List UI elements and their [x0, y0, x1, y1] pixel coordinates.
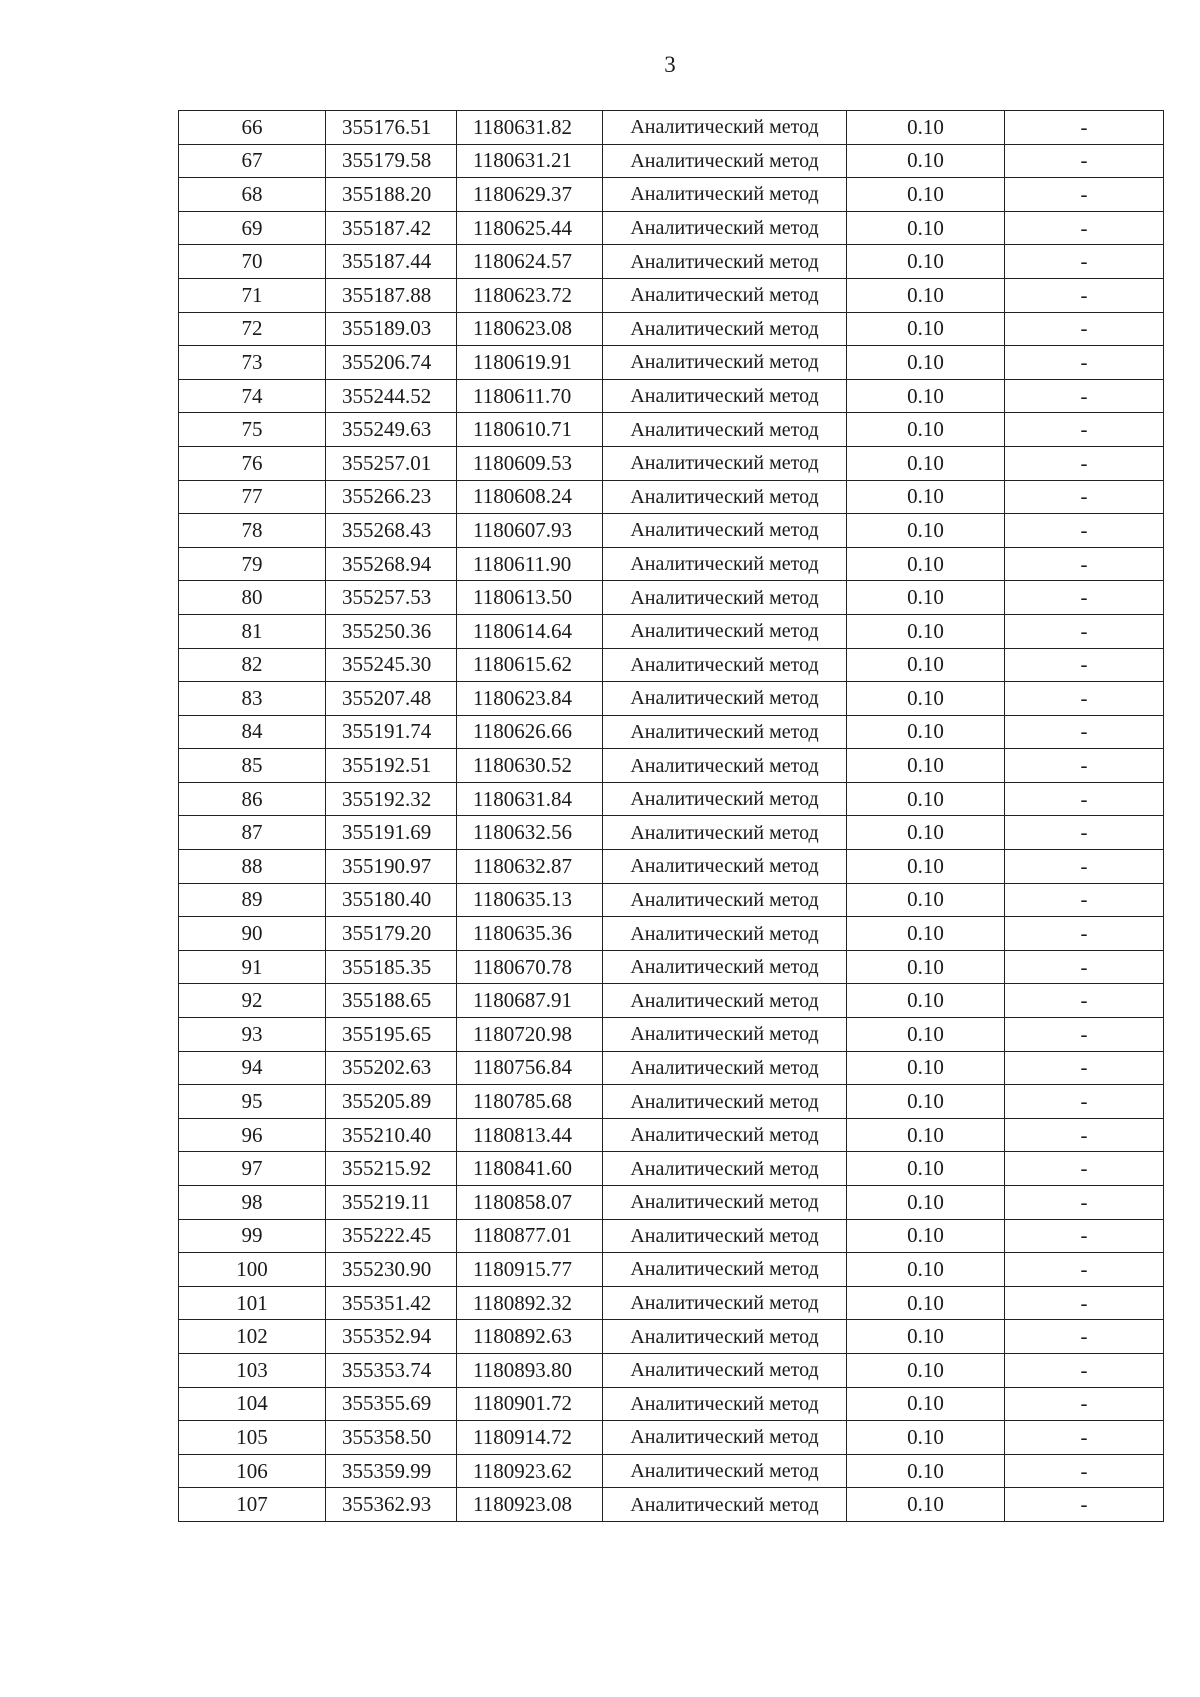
cell-method: Аналитический метод [603, 446, 847, 480]
cell-accuracy: 0.10 [847, 816, 1005, 850]
cell-x-val: 355230.90 [326, 1253, 457, 1287]
cell-note: - [1005, 614, 1164, 648]
cell-y-val: 1180877.01 [457, 1219, 603, 1253]
cell-note: - [1005, 178, 1164, 212]
cell-y-val: 1180607.93 [457, 514, 603, 548]
cell-y-val: 1180901.72 [457, 1387, 603, 1421]
cell-point-number: 76 [179, 446, 326, 480]
table-row [179, 648, 1164, 682]
cell-note: - [1005, 346, 1164, 380]
table-row [179, 178, 1164, 212]
cell-x-val: 355192.51 [326, 749, 457, 783]
cell-note: - [1005, 547, 1164, 581]
cell-y-val: 1180841.60 [457, 1152, 603, 1186]
cell-y-val: 1180720.98 [457, 1018, 603, 1052]
cell-x-val: 355188.65 [326, 984, 457, 1018]
page-number: 3 [664, 52, 676, 77]
cell-y-val: 1180614.64 [457, 614, 603, 648]
cell-point-number: 85 [179, 749, 326, 783]
cell-accuracy: 0.10 [847, 1152, 1005, 1186]
cell-y-val: 1180623.08 [457, 312, 603, 346]
cell-x-val: 355187.88 [326, 278, 457, 312]
cell-point-number: 93 [179, 1018, 326, 1052]
cell-point-number: 95 [179, 1085, 326, 1119]
cell-point-number: 66 [179, 111, 326, 145]
cell-accuracy: 0.10 [847, 178, 1005, 212]
cell-y-val: 1180609.53 [457, 446, 603, 480]
table-row [179, 144, 1164, 178]
cell-note: - [1005, 413, 1164, 447]
cell-note: - [1005, 816, 1164, 850]
table-row [179, 782, 1164, 816]
cell-x-val: 355176.51 [326, 111, 457, 145]
table-row [179, 1018, 1164, 1052]
table-row [179, 346, 1164, 380]
cell-method: Аналитический метод [603, 211, 847, 245]
cell-x-val: 355206.74 [326, 346, 457, 380]
cell-x-val: 355202.63 [326, 1051, 457, 1085]
cell-x-val: 355191.69 [326, 816, 457, 850]
table-row [179, 816, 1164, 850]
cell-note: - [1005, 480, 1164, 514]
cell-note: - [1005, 1286, 1164, 1320]
cell-y-val: 1180635.36 [457, 917, 603, 951]
cell-note: - [1005, 883, 1164, 917]
table-row [179, 312, 1164, 346]
cell-y-val: 1180687.91 [457, 984, 603, 1018]
cell-point-number: 96 [179, 1118, 326, 1152]
cell-accuracy: 0.10 [847, 715, 1005, 749]
table-row [179, 547, 1164, 581]
table-row [179, 1253, 1164, 1287]
cell-method: Аналитический метод [603, 1387, 847, 1421]
cell-note: - [1005, 1488, 1164, 1522]
cell-accuracy: 0.10 [847, 1219, 1005, 1253]
cell-point-number: 98 [179, 1186, 326, 1220]
cell-point-number: 87 [179, 816, 326, 850]
cell-point-number: 105 [179, 1421, 326, 1455]
cell-x-val: 355358.50 [326, 1421, 457, 1455]
cell-method: Аналитический метод [603, 1488, 847, 1522]
cell-point-number: 74 [179, 379, 326, 413]
cell-point-number: 101 [179, 1286, 326, 1320]
cell-x-val: 355362.93 [326, 1488, 457, 1522]
cell-method: Аналитический метод [603, 816, 847, 850]
table-row [179, 1186, 1164, 1220]
cell-note: - [1005, 1186, 1164, 1220]
cell-method: Аналитический метод [603, 1320, 847, 1354]
cell-point-number: 79 [179, 547, 326, 581]
cell-point-number: 104 [179, 1387, 326, 1421]
cell-x-val: 355192.32 [326, 782, 457, 816]
cell-x-val: 355191.74 [326, 715, 457, 749]
cell-note: - [1005, 1118, 1164, 1152]
cell-note: - [1005, 648, 1164, 682]
cell-accuracy: 0.10 [847, 1085, 1005, 1119]
cell-y-val: 1180632.56 [457, 816, 603, 850]
cell-note: - [1005, 1320, 1164, 1354]
cell-note: - [1005, 446, 1164, 480]
table-row [179, 950, 1164, 984]
cell-point-number: 86 [179, 782, 326, 816]
table-row [179, 111, 1164, 145]
cell-accuracy: 0.10 [847, 1118, 1005, 1152]
table-row [179, 1286, 1164, 1320]
cell-accuracy: 0.10 [847, 1253, 1005, 1287]
cell-y-val: 1180623.84 [457, 682, 603, 716]
cell-point-number: 67 [179, 144, 326, 178]
table-row [179, 581, 1164, 615]
cell-note: - [1005, 1051, 1164, 1085]
table-row [179, 917, 1164, 951]
cell-x-val: 355244.52 [326, 379, 457, 413]
cell-y-val: 1180615.62 [457, 648, 603, 682]
table-row [179, 514, 1164, 548]
table-row [179, 1454, 1164, 1488]
cell-method: Аналитический метод [603, 547, 847, 581]
table-row [179, 883, 1164, 917]
cell-y-val: 1180630.52 [457, 749, 603, 783]
cell-x-val: 355351.42 [326, 1286, 457, 1320]
cell-method: Аналитический метод [603, 480, 847, 514]
table-row [179, 278, 1164, 312]
cell-accuracy: 0.10 [847, 211, 1005, 245]
cell-method: Аналитический метод [603, 850, 847, 884]
cell-point-number: 84 [179, 715, 326, 749]
cell-y-val: 1180892.63 [457, 1320, 603, 1354]
cell-method: Аналитический метод [603, 1219, 847, 1253]
table-row [179, 245, 1164, 279]
cell-note: - [1005, 715, 1164, 749]
cell-point-number: 107 [179, 1488, 326, 1522]
cell-note: - [1005, 312, 1164, 346]
table-body [179, 111, 1164, 1522]
table-row [179, 1488, 1164, 1522]
cell-accuracy: 0.10 [847, 413, 1005, 447]
cell-accuracy: 0.10 [847, 379, 1005, 413]
cell-x-val: 355245.30 [326, 648, 457, 682]
cell-note: - [1005, 1353, 1164, 1387]
cell-y-val: 1180626.66 [457, 715, 603, 749]
cell-point-number: 82 [179, 648, 326, 682]
cell-note: - [1005, 1387, 1164, 1421]
cell-method: Аналитический метод [603, 682, 847, 716]
cell-y-val: 1180632.87 [457, 850, 603, 884]
cell-note: - [1005, 278, 1164, 312]
cell-y-val: 1180610.71 [457, 413, 603, 447]
cell-method: Аналитический метод [603, 715, 847, 749]
cell-y-val: 1180629.37 [457, 178, 603, 212]
cell-method: Аналитический метод [603, 278, 847, 312]
cell-note: - [1005, 984, 1164, 1018]
cell-y-val: 1180892.32 [457, 1286, 603, 1320]
cell-note: - [1005, 917, 1164, 951]
cell-x-val: 355355.69 [326, 1387, 457, 1421]
cell-point-number: 100 [179, 1253, 326, 1287]
cell-x-val: 355268.94 [326, 547, 457, 581]
cell-point-number: 97 [179, 1152, 326, 1186]
table-row [179, 1051, 1164, 1085]
cell-accuracy: 0.10 [847, 749, 1005, 783]
table-row [179, 1219, 1164, 1253]
cell-method: Аналитический метод [603, 1118, 847, 1152]
cell-note: - [1005, 1152, 1164, 1186]
cell-point-number: 71 [179, 278, 326, 312]
cell-point-number: 68 [179, 178, 326, 212]
cell-accuracy: 0.10 [847, 480, 1005, 514]
cell-accuracy: 0.10 [847, 514, 1005, 548]
cell-y-val: 1180619.91 [457, 346, 603, 380]
cell-accuracy: 0.10 [847, 245, 1005, 279]
table-row [179, 850, 1164, 884]
cell-x-val: 355352.94 [326, 1320, 457, 1354]
table-row [179, 1421, 1164, 1455]
cell-method: Аналитический метод [603, 1018, 847, 1052]
cell-point-number: 83 [179, 682, 326, 716]
cell-point-number: 92 [179, 984, 326, 1018]
cell-method: Аналитический метод [603, 413, 847, 447]
cell-note: - [1005, 1454, 1164, 1488]
cell-y-val: 1180923.08 [457, 1488, 603, 1522]
cell-point-number: 106 [179, 1454, 326, 1488]
cell-x-val: 355210.40 [326, 1118, 457, 1152]
cell-method: Аналитический метод [603, 1253, 847, 1287]
cell-note: - [1005, 682, 1164, 716]
cell-x-val: 355205.89 [326, 1085, 457, 1119]
cell-accuracy: 0.10 [847, 1320, 1005, 1354]
cell-accuracy: 0.10 [847, 1454, 1005, 1488]
cell-note: - [1005, 211, 1164, 245]
cell-y-val: 1180893.80 [457, 1353, 603, 1387]
cell-accuracy: 0.10 [847, 144, 1005, 178]
table-row [179, 614, 1164, 648]
cell-x-val: 355268.43 [326, 514, 457, 548]
cell-x-val: 355222.45 [326, 1219, 457, 1253]
cell-method: Аналитический метод [603, 1186, 847, 1220]
cell-accuracy: 0.10 [847, 883, 1005, 917]
table-row [179, 749, 1164, 783]
cell-x-val: 355266.23 [326, 480, 457, 514]
cell-y-val: 1180785.68 [457, 1085, 603, 1119]
cell-point-number: 81 [179, 614, 326, 648]
cell-y-val: 1180670.78 [457, 950, 603, 984]
cell-method: Аналитический метод [603, 1051, 847, 1085]
cell-point-number: 73 [179, 346, 326, 380]
cell-note: - [1005, 749, 1164, 783]
cell-method: Аналитический метод [603, 245, 847, 279]
cell-method: Аналитический метод [603, 1454, 847, 1488]
cell-point-number: 75 [179, 413, 326, 447]
cell-method: Аналитический метод [603, 514, 847, 548]
cell-point-number: 90 [179, 917, 326, 951]
cell-accuracy: 0.10 [847, 1488, 1005, 1522]
cell-accuracy: 0.10 [847, 1286, 1005, 1320]
cell-accuracy: 0.10 [847, 1018, 1005, 1052]
cell-x-val: 355219.11 [326, 1186, 457, 1220]
cell-y-val: 1180631.82 [457, 111, 603, 145]
cell-method: Аналитический метод [603, 1421, 847, 1455]
table-row [179, 1118, 1164, 1152]
table-row [179, 413, 1164, 447]
cell-method: Аналитический метод [603, 581, 847, 615]
cell-y-val: 1180625.44 [457, 211, 603, 245]
cell-accuracy: 0.10 [847, 917, 1005, 951]
cell-method: Аналитический метод [603, 178, 847, 212]
cell-y-val: 1180631.84 [457, 782, 603, 816]
cell-x-val: 355179.58 [326, 144, 457, 178]
cell-note: - [1005, 1018, 1164, 1052]
cell-method: Аналитический метод [603, 312, 847, 346]
cell-y-val: 1180914.72 [457, 1421, 603, 1455]
cell-accuracy: 0.10 [847, 547, 1005, 581]
cell-accuracy: 0.10 [847, 312, 1005, 346]
cell-x-val: 355190.97 [326, 850, 457, 884]
cell-note: - [1005, 379, 1164, 413]
cell-point-number: 89 [179, 883, 326, 917]
cell-y-val: 1180624.57 [457, 245, 603, 279]
cell-x-val: 355189.03 [326, 312, 457, 346]
cell-x-val: 355187.42 [326, 211, 457, 245]
cell-accuracy: 0.10 [847, 614, 1005, 648]
coordinates-table [178, 110, 1164, 1522]
table-row [179, 715, 1164, 749]
cell-y-val: 1180631.21 [457, 144, 603, 178]
cell-point-number: 102 [179, 1320, 326, 1354]
cell-y-val: 1180635.13 [457, 883, 603, 917]
cell-method: Аналитический метод [603, 614, 847, 648]
cell-x-val: 355207.48 [326, 682, 457, 716]
cell-note: - [1005, 111, 1164, 145]
cell-x-val: 355359.99 [326, 1454, 457, 1488]
cell-accuracy: 0.10 [847, 446, 1005, 480]
cell-method: Аналитический метод [603, 144, 847, 178]
cell-x-val: 355188.20 [326, 178, 457, 212]
table-row [179, 1353, 1164, 1387]
cell-point-number: 88 [179, 850, 326, 884]
cell-y-val: 1180858.07 [457, 1186, 603, 1220]
cell-x-val: 355179.20 [326, 917, 457, 951]
cell-note: - [1005, 1219, 1164, 1253]
cell-note: - [1005, 144, 1164, 178]
cell-method: Аналитический метод [603, 111, 847, 145]
cell-accuracy: 0.10 [847, 1387, 1005, 1421]
cell-method: Аналитический метод [603, 1085, 847, 1119]
cell-accuracy: 0.10 [847, 648, 1005, 682]
cell-x-val: 355257.01 [326, 446, 457, 480]
cell-accuracy: 0.10 [847, 950, 1005, 984]
cell-method: Аналитический метод [603, 1353, 847, 1387]
cell-note: - [1005, 782, 1164, 816]
cell-y-val: 1180915.77 [457, 1253, 603, 1287]
table-row [179, 211, 1164, 245]
cell-x-val: 355195.65 [326, 1018, 457, 1052]
cell-accuracy: 0.10 [847, 850, 1005, 884]
cell-accuracy: 0.10 [847, 682, 1005, 716]
table-row [179, 682, 1164, 716]
cell-point-number: 78 [179, 514, 326, 548]
cell-note: - [1005, 245, 1164, 279]
cell-accuracy: 0.10 [847, 782, 1005, 816]
cell-method: Аналитический метод [603, 648, 847, 682]
cell-method: Аналитический метод [603, 1152, 847, 1186]
cell-method: Аналитический метод [603, 883, 847, 917]
cell-note: - [1005, 1085, 1164, 1119]
cell-note: - [1005, 1253, 1164, 1287]
cell-y-val: 1180611.70 [457, 379, 603, 413]
cell-x-val: 355250.36 [326, 614, 457, 648]
cell-method: Аналитический метод [603, 917, 847, 951]
cell-x-val: 355249.63 [326, 413, 457, 447]
cell-method: Аналитический метод [603, 950, 847, 984]
cell-accuracy: 0.10 [847, 1421, 1005, 1455]
cell-x-val: 355185.35 [326, 950, 457, 984]
cell-accuracy: 0.10 [847, 581, 1005, 615]
cell-note: - [1005, 514, 1164, 548]
cell-note: - [1005, 850, 1164, 884]
cell-method: Аналитический метод [603, 782, 847, 816]
cell-note: - [1005, 950, 1164, 984]
table-row [179, 1152, 1164, 1186]
table-row [179, 984, 1164, 1018]
cell-y-val: 1180611.90 [457, 547, 603, 581]
table-row [179, 379, 1164, 413]
table-row [179, 446, 1164, 480]
cell-x-val: 355187.44 [326, 245, 457, 279]
cell-x-val: 355215.92 [326, 1152, 457, 1186]
cell-point-number: 72 [179, 312, 326, 346]
cell-accuracy: 0.10 [847, 278, 1005, 312]
cell-accuracy: 0.10 [847, 346, 1005, 380]
table-row [179, 480, 1164, 514]
cell-accuracy: 0.10 [847, 1051, 1005, 1085]
cell-point-number: 70 [179, 245, 326, 279]
table-row [179, 1387, 1164, 1421]
cell-method: Аналитический метод [603, 379, 847, 413]
table-row [179, 1320, 1164, 1354]
cell-point-number: 77 [179, 480, 326, 514]
cell-y-val: 1180756.84 [457, 1051, 603, 1085]
cell-accuracy: 0.10 [847, 111, 1005, 145]
cell-note: - [1005, 1421, 1164, 1455]
cell-point-number: 103 [179, 1353, 326, 1387]
cell-method: Аналитический метод [603, 1286, 847, 1320]
cell-accuracy: 0.10 [847, 1353, 1005, 1387]
cell-x-val: 355257.53 [326, 581, 457, 615]
cell-method: Аналитический метод [603, 984, 847, 1018]
cell-x-val: 355180.40 [326, 883, 457, 917]
cell-point-number: 80 [179, 581, 326, 615]
cell-point-number: 99 [179, 1219, 326, 1253]
cell-y-val: 1180608.24 [457, 480, 603, 514]
cell-point-number: 94 [179, 1051, 326, 1085]
cell-point-number: 69 [179, 211, 326, 245]
cell-x-val: 355353.74 [326, 1353, 457, 1387]
cell-point-number: 91 [179, 950, 326, 984]
cell-accuracy: 0.10 [847, 1186, 1005, 1220]
cell-method: Аналитический метод [603, 346, 847, 380]
cell-y-val: 1180813.44 [457, 1118, 603, 1152]
cell-accuracy: 0.10 [847, 984, 1005, 1018]
cell-y-val: 1180623.72 [457, 278, 603, 312]
cell-y-val: 1180923.62 [457, 1454, 603, 1488]
cell-method: Аналитический метод [603, 749, 847, 783]
cell-note: - [1005, 581, 1164, 615]
cell-y-val: 1180613.50 [457, 581, 603, 615]
table-row [179, 1085, 1164, 1119]
